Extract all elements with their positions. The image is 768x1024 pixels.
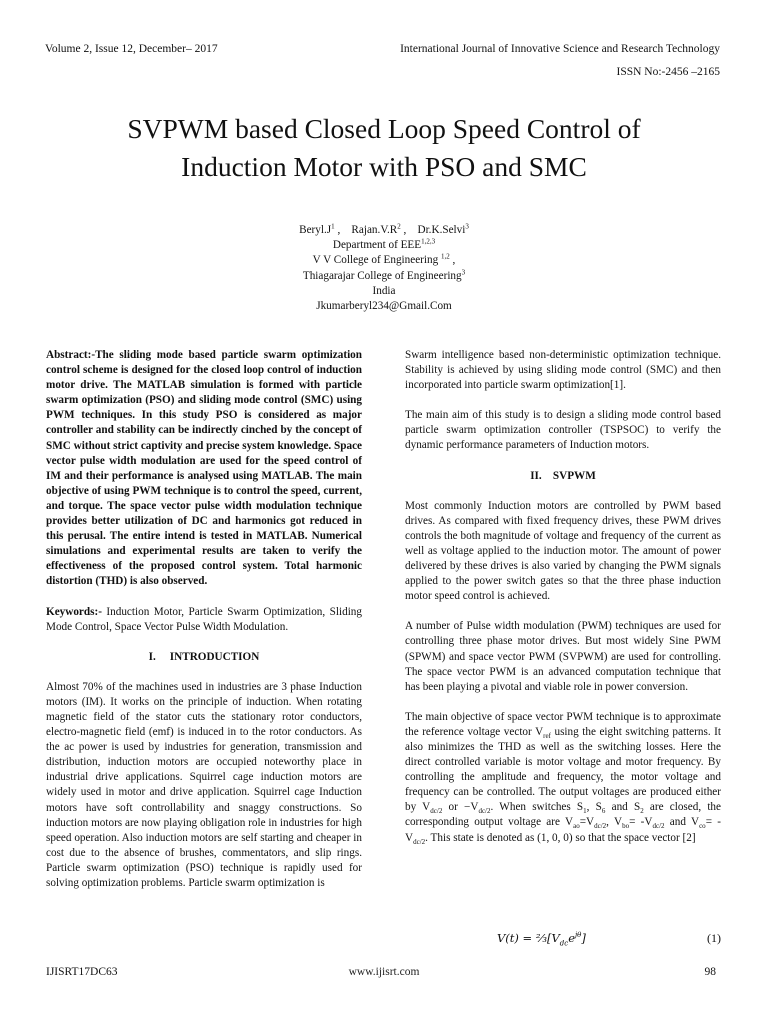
section-heading-introduction: I. INTRODUCTION: [148, 650, 260, 663]
author-email: Jkumarberyl234@Gmail.Com: [316, 300, 452, 313]
equation-number: (1): [707, 931, 721, 945]
section-heading-svpwm: II. SVPWM: [530, 469, 596, 482]
right-paragraph-3: Most commonly Induction motors are controlled by PWM based drives. As compared with fixed frequency drives, these PWM drives controls the both magnitude of voltage and frequency of the current as well as voltage applied to the induction motor. The amount of power delivered by these drives is also varied by changing the PWM signals applied to the power switch gates so that the three phase induction motor speed control is achieved.: [405, 499, 721, 603]
author-dept: Department of EEE$^{1,2,3}$: [332, 237, 436, 252]
author-1-sup: 1: [331, 222, 335, 231]
author-1: Beryl.J: [299, 224, 332, 236]
left-column: [46, 348, 362, 906]
intro-paragraph: Almost 70% of the machines used in industries are 3 phase Induction motors (IM). It works on the principle of induction. When rotating magnetic field of the stator cuts the stationary rotor conductors, electro-magnetic field (emf) is induced in to the rotor conductors. As the ac power is used by industries for generation, transmission and distribution, induction motors are occupied noteworthy place in industrial drive applications. Squirrel cage induction motors are widely used in motor and drive application. Squirrel cage Induction motors have soft controllability and snaggy constructions. So induction motors are now playing obligation role in industries for high speed operation. Also induction motors are self starting and cheaper in cost due to the absence of brushes, commentators, and slip rings. Particle swarm optimization (PSO) technique is rapidly used for solving optimization problems. Particle swarm optimization is: [46, 680, 362, 889]
right-paragraph-5: The main objective of space vector PWM technique is to approximate the reference voltage vector $V_{ref}$ using the eight switching patterns. It also minimizes the THD as well as the switching losses. Here the direct controlled variable is motor voltage and motor frequency. By controlling the amplitude and frequency, the motor voltage and frequency can be controlled. The output voltages are produced either by $V_{dc/2}$ or $-V_{dc/2}$. When switches $S_1$, $S_6$ and $S_2$ are closed, the corresponding output voltage are $V_{ao}=V_{dc/2}$, $V_{bo}= -V_{dc/2}$ and $V_{co}= -V_{dc/2}$. This state is denoted as (1, 0, 0) so that the space vector [2]: [405, 710, 721, 846]
header-volume: Volume 2, Issue 12, December– 2017: [45, 43, 218, 55]
header-issn: ISSN No:-2456 –2165: [616, 66, 720, 78]
right-paragraph-2: The main aim of this study is to design a sliding mode control based particle swarm optimization controller (TSPSOC) to verify the dynamic performance parameters of Induction motors.: [405, 409, 721, 452]
author-college-1: V V College of Engineering $^{1,2}$ ,: [312, 252, 456, 267]
footer-page-number: 98: [704, 966, 716, 978]
keywords-text: Induction Motor, Particle Swarm Optimization, Sliding Mode Control, Space Vector Pulse Width Modulation.: [46, 605, 362, 633]
abstract-label: Abstract: [46, 349, 88, 361]
author-3: Dr.K.Selvi: [417, 224, 466, 236]
author-3-sup: 3: [465, 222, 469, 231]
header-journal: International Journal of Innovative Science and Research Technology: [400, 43, 720, 55]
title-line-2: Induction Motor with PSO and SMC: [181, 151, 587, 182]
keywords-label: Keywords:-: [46, 605, 102, 618]
author-2: Rajan.V.R: [351, 224, 398, 236]
author-country: India: [372, 284, 396, 297]
author-college-2: Thiagarajar College of Engineering$^3$: [302, 267, 466, 282]
footer-article-id: IJISRT17DC63: [46, 966, 118, 978]
title-line-1: SVPWM based Closed Loop Speed Control of: [127, 113, 641, 144]
author-block: [0, 223, 768, 314]
paper-title: [40, 110, 728, 186]
right-paragraph-4: A number of Pulse width modulation (PWM) techniques are used for controlling three phase motor drives. But most widely Sine PWM (SPWM) and space vector PWM (SVPWM) are used for controlling. The space vector PWM is an advanced computation technique that has been playing a pivotal and viable role in power conversion.: [405, 620, 721, 693]
keywords: [46, 605, 362, 635]
right-column: [405, 348, 721, 861]
author-2-sup: 2: [397, 222, 401, 231]
footer-website-link[interactable]: www.ijisrt.com: [348, 966, 420, 978]
abstract: [46, 348, 362, 590]
equation-formula: $V(t) = \frac{2}{3}[V_{dc}e^{j\theta}]$: [497, 931, 586, 948]
right-paragraph-1: Swarm intelligence based non-deterministic optimization technique. Stability is achieved by using sliding mode control (SMC) and then incorporated into particle swarm optimization[1].: [405, 349, 721, 392]
author-names: $Beryl.J^1$ , $Rajan.V.R^2$ , Dr.K.Selvi$^3$: [299, 222, 469, 236]
abstract-text: :-The sliding mode based particle swarm optimization control scheme is designed for the closed loop control of induction motor drive. The MATLAB simulation is formed with particle swarm optimization (PSO) and sliding mode control (SMC) using PWM techniques. In this study PSO is considered as major controller and stability can be indirectly cinched by the concept of SMC without strict captivity and precise system knowledge. Space vector pulse width modulation are used for the speed control of IM and their performance is analysed using MATLAB. The main objective of using PWM technique is to control the speed, current, and torque. The space vector pulse width modulation technique provides better utilization of DC and harmonics got reduced in this perusal. The entire intend is tested in MATLAB. Numerical simulations and experimental results are taken to verify the effectiveness of the proposed control system. Total harmonic distortion (THD) is also observed.: [46, 349, 362, 588]
